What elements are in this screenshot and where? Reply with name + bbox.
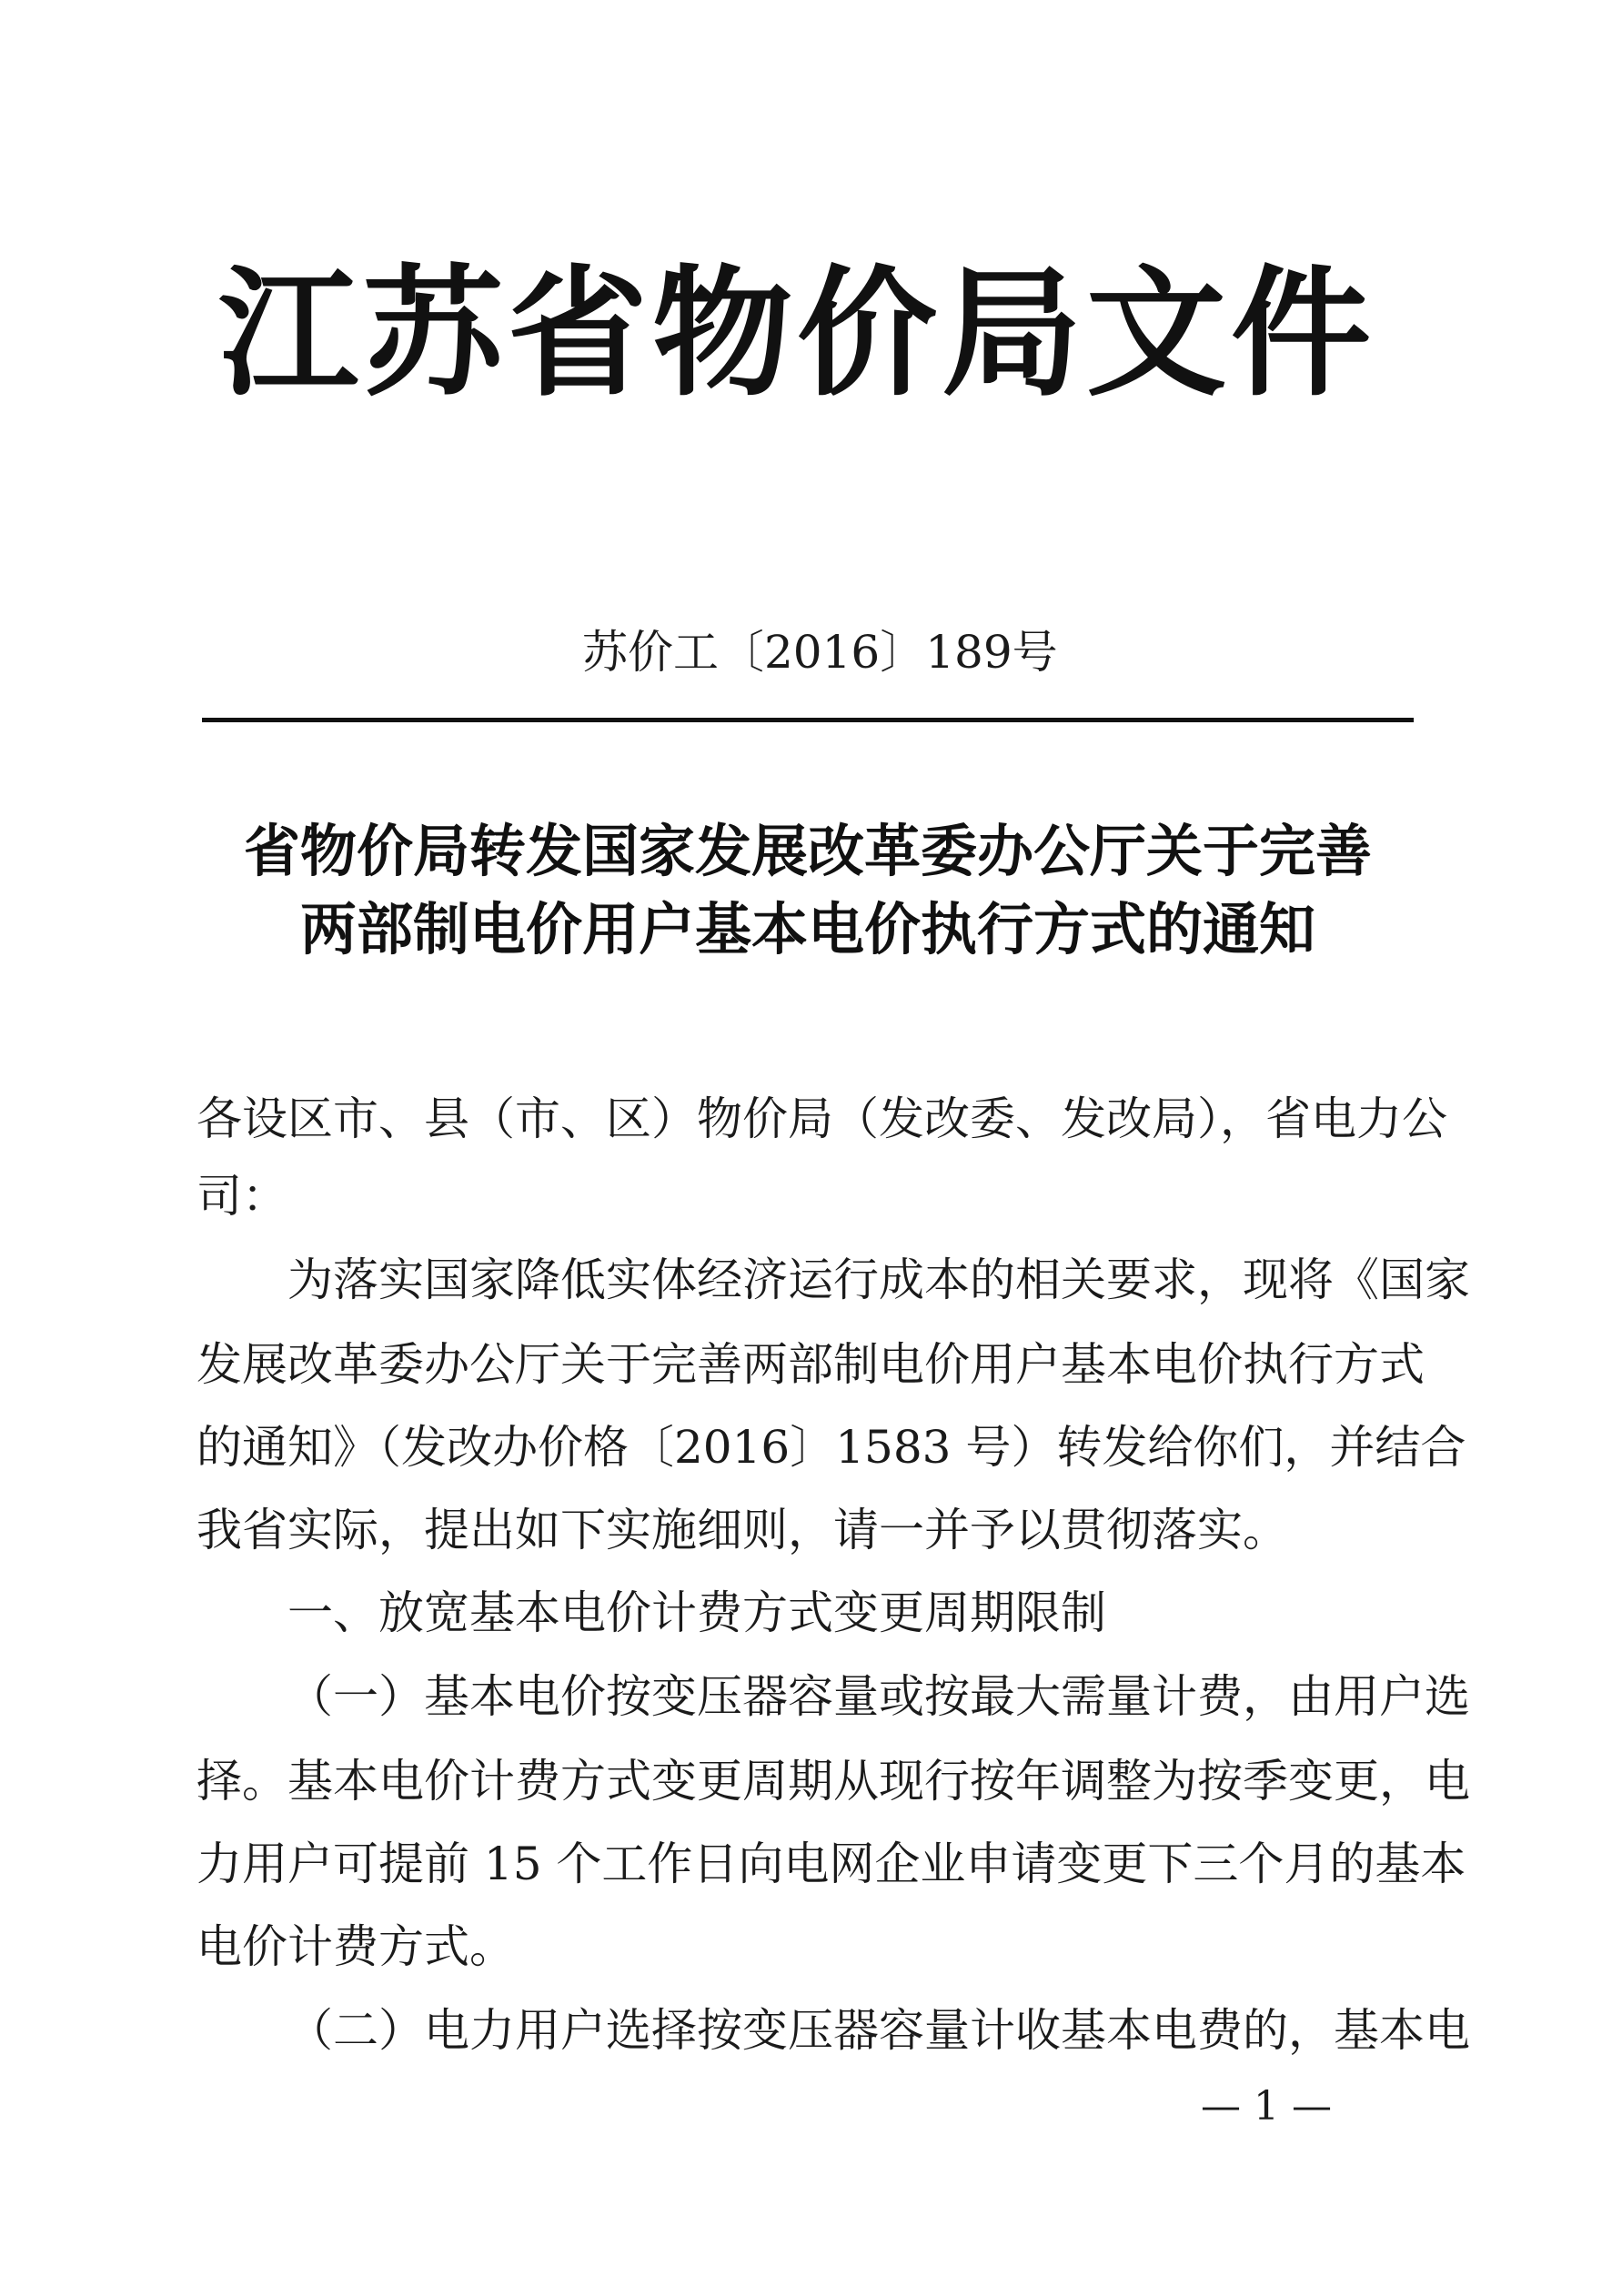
- body-line: 为落实国家降低实体经济运行成本的相关要求，现将《国家: [287, 1254, 1470, 1306]
- body-line: 电价计费方式。: [196, 1920, 515, 1973]
- body-line: 的通知》（发改办价格〔2016〕1583 号）转发给你们，并结合: [196, 1421, 1466, 1474]
- notice-title-line: 两部制电价用户基本电价执行方式的通知: [299, 896, 1315, 962]
- body-line: 择。基本电价计费方式变更周期从现行按年调整为按季变更，电: [196, 1755, 1470, 1808]
- notice-title-line: 省物价局转发国家发展改革委办公厅关于完善: [243, 818, 1372, 884]
- body-line: 我省实际，提出如下实施细则，请一并予以贯彻落实。: [196, 1504, 1288, 1556]
- page-number: — 1 —: [1201, 2083, 1332, 2130]
- body-line: 各设区市、县（市、区）物价局（发改委、发改局），省电力公: [196, 1093, 1447, 1145]
- body-line: （一）基本电价按变压器容量或按最大需量计费，由用户选: [287, 1670, 1470, 1723]
- notice-title: [202, 812, 1414, 969]
- body-line: 发展改革委办公厅关于完善两部制电价用户基本电价执行方式: [196, 1338, 1425, 1391]
- red-header-rule: [202, 718, 1414, 722]
- body-line: （二）电力用户选择按变压器容量计收基本电费的，基本电: [287, 2004, 1470, 2057]
- issuer-masthead: 江苏省物价局文件: [218, 251, 1376, 416]
- body-line: 司：: [196, 1170, 287, 1223]
- body-line: 力用户可提前 15 个工作日向电网企业申请变更下三个月的基本: [196, 1838, 1466, 1890]
- document-number: 苏价工〔2016〕189号: [582, 626, 1058, 679]
- section-heading: 一、放宽基本电价计费方式变更周期限制: [287, 1586, 1106, 1639]
